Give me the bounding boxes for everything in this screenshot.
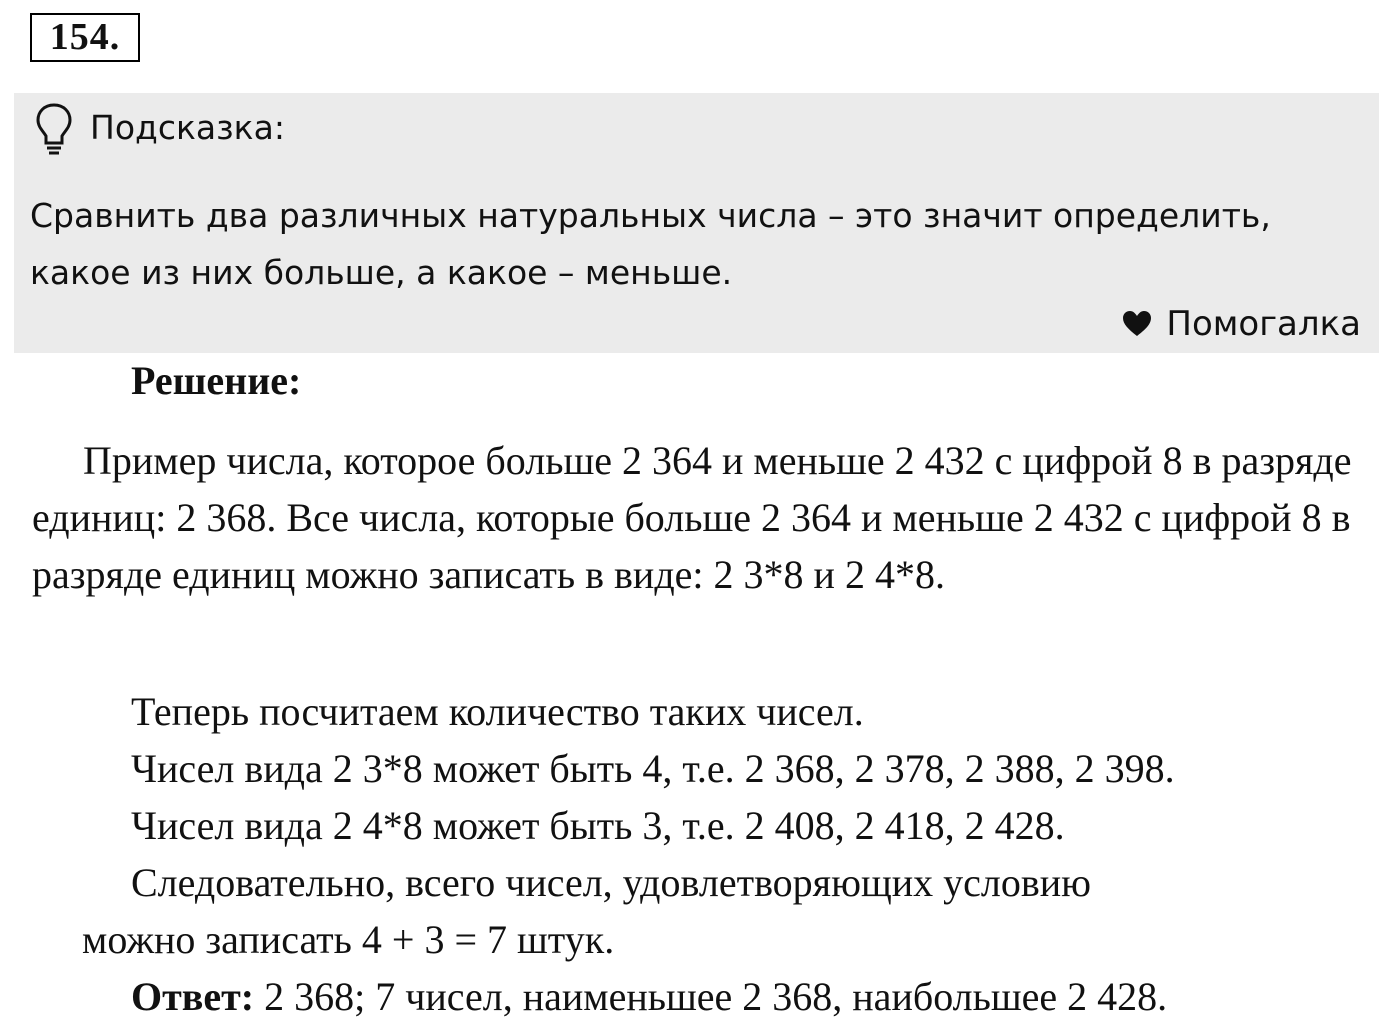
step-line: Чисел вида 2 3*8 может быть 4, т.е. 2 368, 2 378, 2 388, 2 398. <box>131 746 1175 791</box>
credit-label: Помогалка <box>1166 304 1361 344</box>
solution-heading: Решение: <box>131 358 302 403</box>
answer-label: Ответ: <box>131 974 255 1019</box>
credit <box>1122 303 1361 345</box>
step-continuation: можно записать 4 + 3 = 7 штук. <box>82 917 615 962</box>
answer-text: 2 368; 7 чисел, наименьшее 2 368, наибольшее 2 428. <box>254 974 1168 1019</box>
step-line: Теперь посчитаем количество таких чисел. <box>131 689 864 734</box>
step-line: Следовательно, всего чисел, удовлетворяющих условию <box>131 860 1092 905</box>
answer-line <box>82 968 1382 1025</box>
lightbulb-icon <box>34 101 74 157</box>
hint-text: Сравнить два различных натуральных числа – это значит определить, какое из них больше, а какое – меньше. <box>30 196 1271 292</box>
heart-icon <box>1122 310 1152 338</box>
hint-panel <box>14 93 1379 353</box>
step-line: Чисел вида 2 4*8 может быть 3, т.е. 2 408, 2 418, 2 428. <box>131 803 1065 848</box>
solution-paragraph: Пример числа, которое больше 2 364 и меньше 2 432 с цифрой 8 в разряде единиц: 2 368. Все числа, которые больше 2 364 и меньше 2 432 с цифрой 8 в разряде единиц можно записать в виде: 2 3*8 и 2 4*8. <box>32 438 1352 597</box>
hint-title: Подсказка: <box>90 108 285 147</box>
solution-steps <box>82 683 1382 1025</box>
task-number: 154. <box>30 13 140 62</box>
